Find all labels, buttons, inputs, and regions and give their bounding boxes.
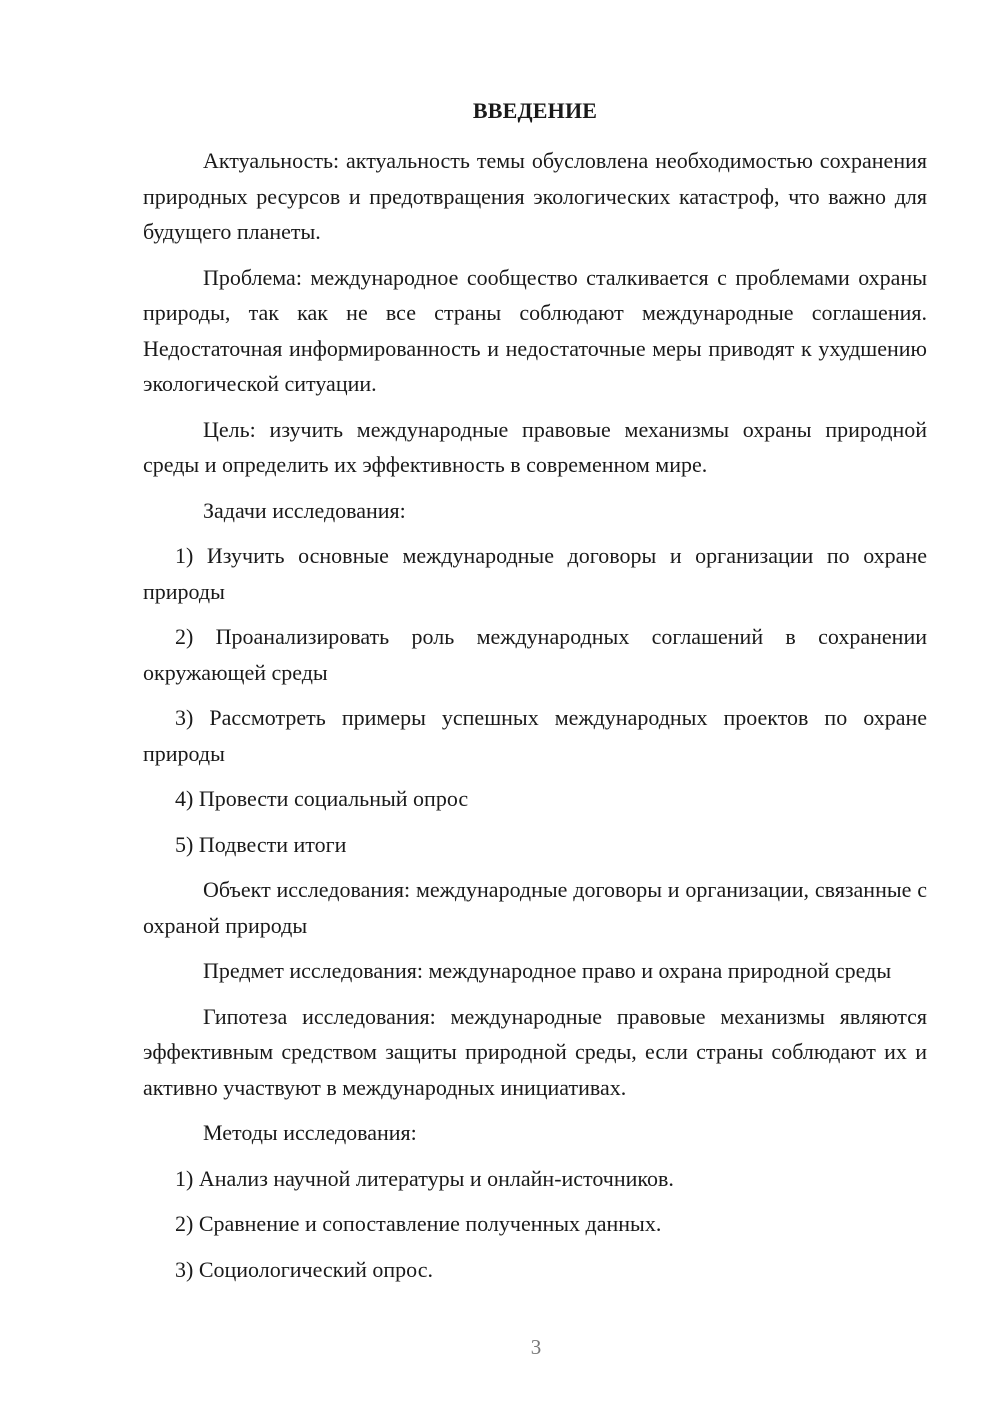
- paragraph-relevance: Актуальность: актуальность темы обусловлена необходимостью сохранения природных ресурсов и предотвращения экологических катастроф, что важно для будущего планеты.: [143, 148, 927, 244]
- paragraph-object: Объект исследования: международные договоры и организации, связанные с охраной природы: [143, 877, 927, 938]
- paragraph-hypothesis: Гипотеза исследования: международные правовые механизмы являются эффективным средством защиты природной среды, если страны соблюдают их и активно участвуют в международных инициативах.: [143, 1003, 927, 1100]
- task-item-5: 5) Подвести итоги: [175, 831, 347, 857]
- method-item-1: 1) Анализ научной литературы и онлайн-источников.: [175, 1165, 674, 1191]
- document-body: [143, 96, 927, 1297]
- page-number: 3: [530, 1335, 542, 1359]
- section-title: ВВЕДЕНИЕ: [472, 98, 598, 123]
- paragraph-tasks-heading: Задачи исследования:: [203, 497, 406, 523]
- paragraph-problem: Проблема: международное сообщество сталкивается с проблемами охраны природы, так как не все страны соблюдают международные соглашения. Недостаточная информированность и недостаточные меры приводят к ухудшению экологической ситуации.: [143, 264, 927, 396]
- method-item-3: 3) Социологический опрос.: [175, 1256, 433, 1282]
- task-item-4: 4) Провести социальный опрос: [175, 786, 469, 811]
- paragraph-subject: Предмет исследования: международное право и охрана природной среды: [203, 958, 892, 983]
- method-item-2: 2) Сравнение и сопоставление полученных данных.: [175, 1211, 662, 1236]
- task-item-3: 3) Рассмотреть примеры успешных международных проектов по охране природы: [143, 705, 927, 766]
- paragraph-goal: Цель: изучить международные правовые механизмы охраны природной среды и определить их эффективность в современном мире.: [143, 416, 927, 477]
- task-item-1: 1) Изучить основные международные договоры и организации по охране природы: [143, 543, 927, 604]
- task-item-2: 2) Проанализировать роль международных соглашений в сохранении окружающей среды: [143, 624, 927, 685]
- paragraph-methods-heading: Методы исследования:: [203, 1120, 417, 1145]
